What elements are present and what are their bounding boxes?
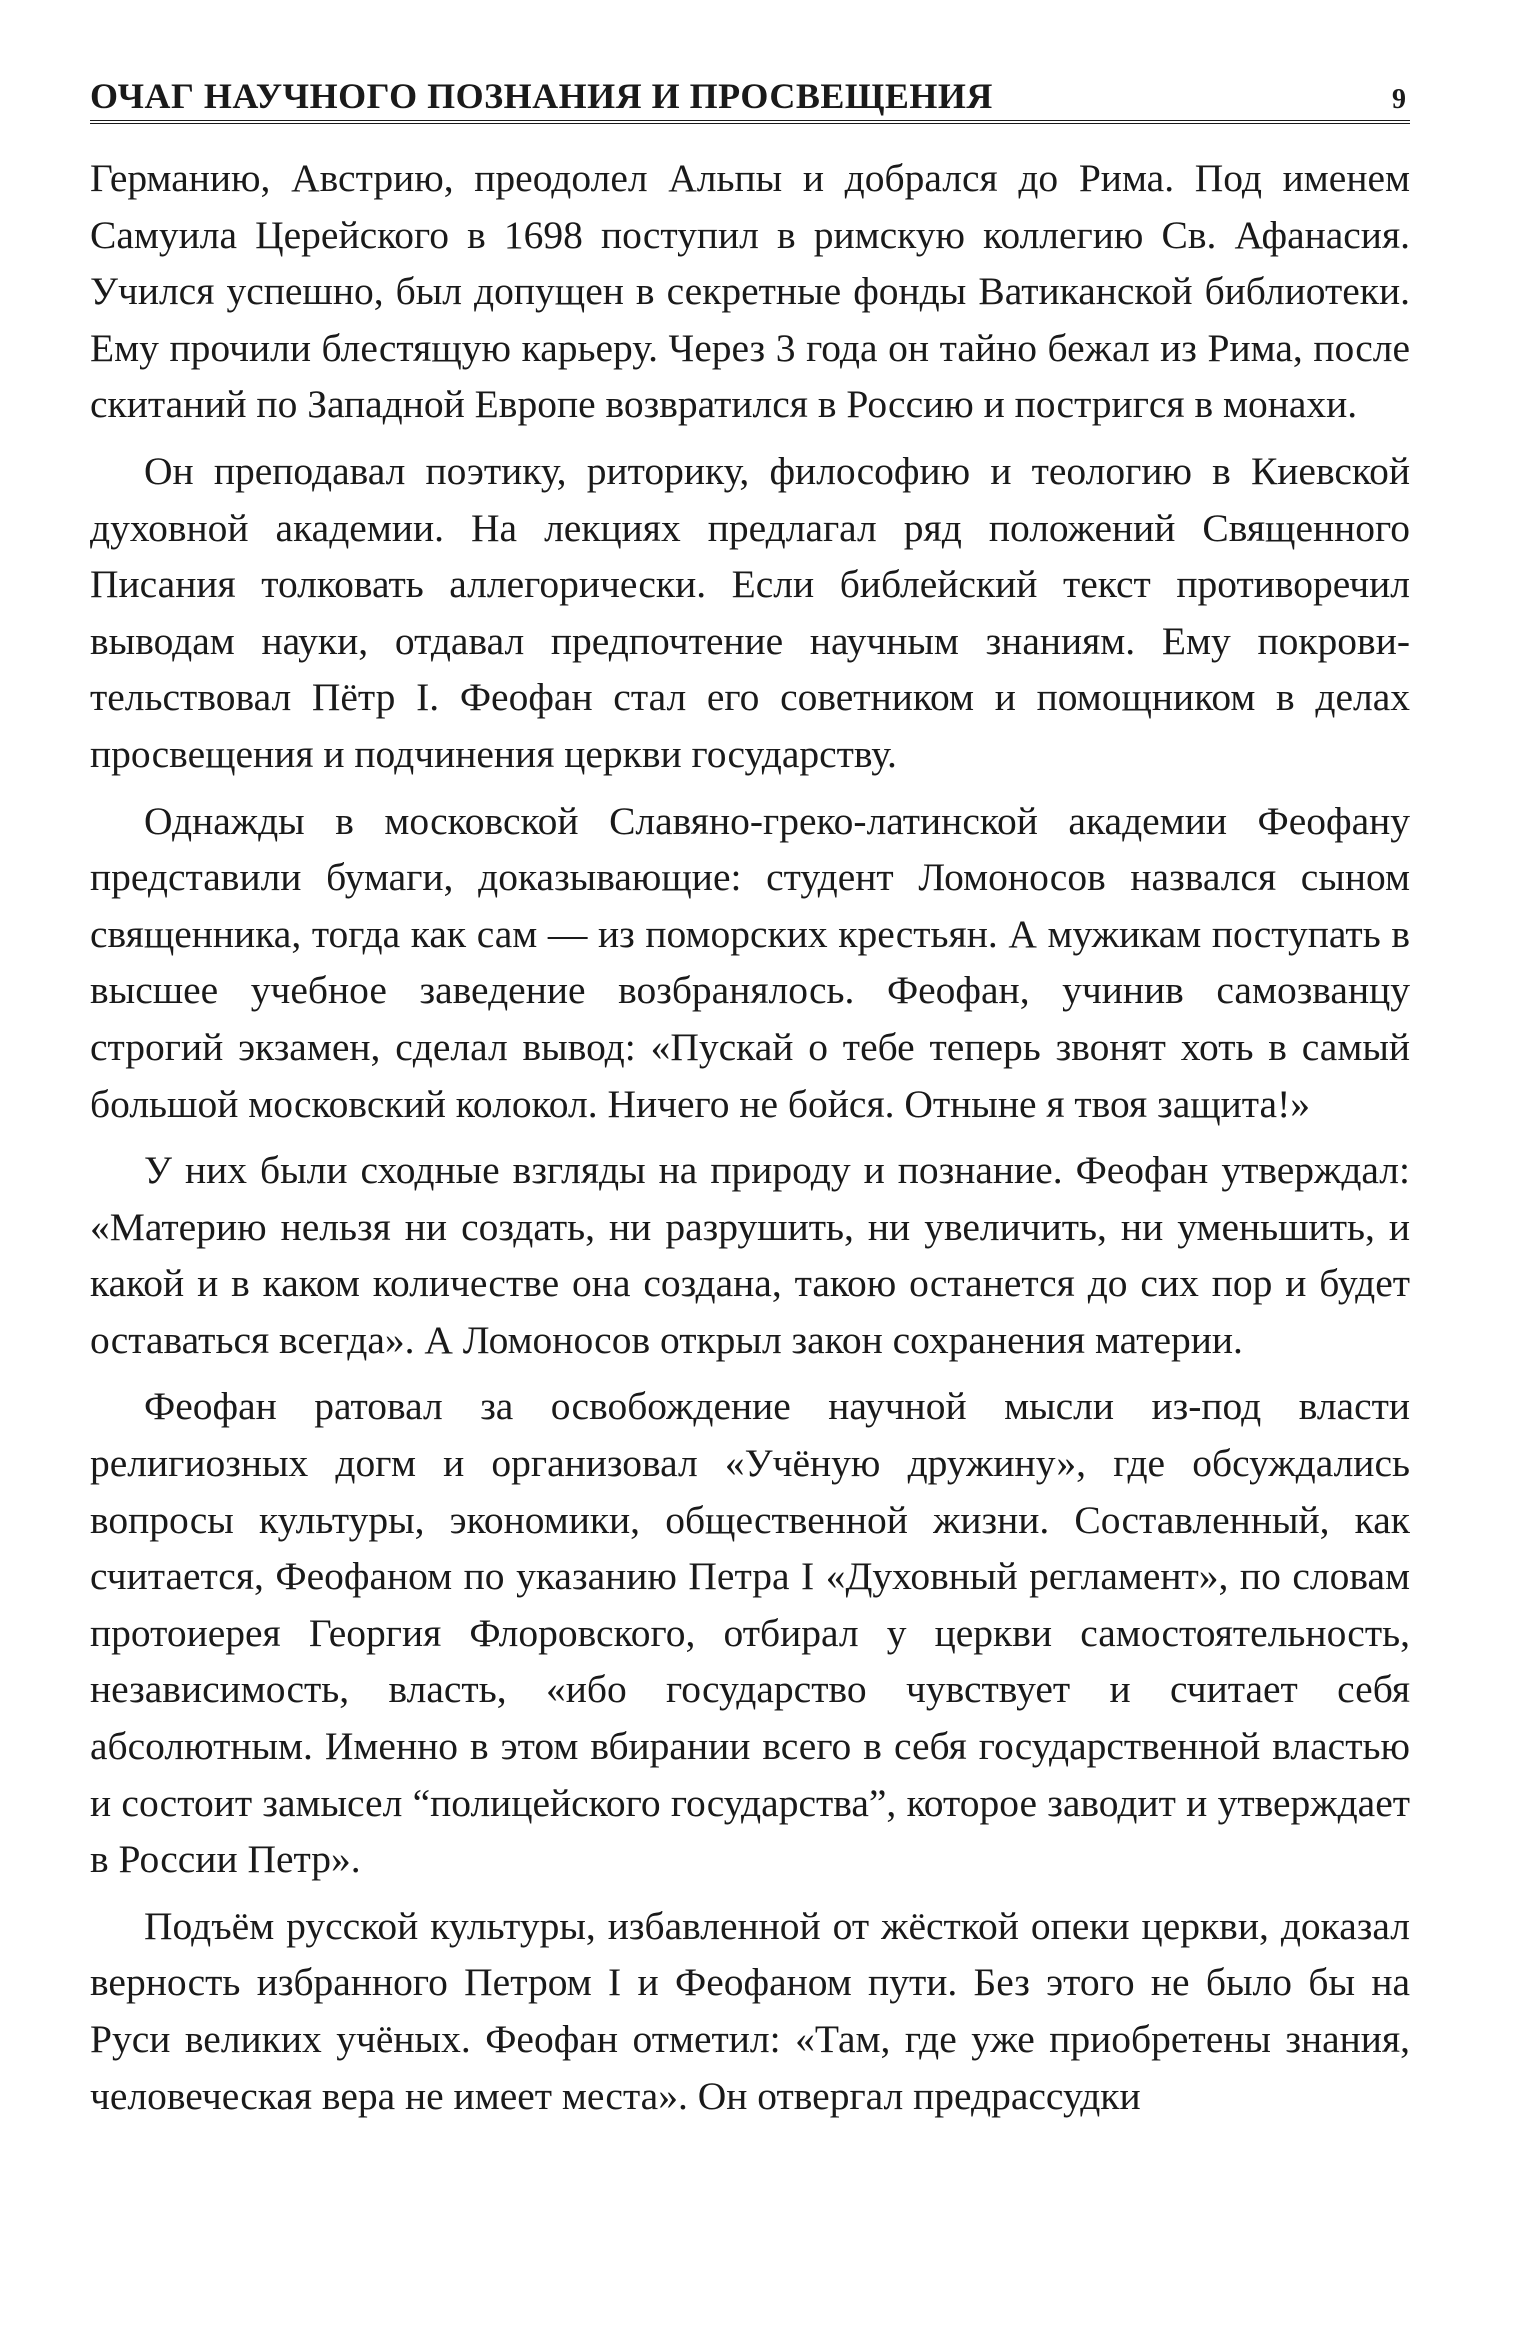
paragraph: Феофан ратовал за освобождение научной мысли из-под власти религиозных догм и организовал «Учёную дружину», где обсуждались вопросы культуры, экономики, общественной жизни. Составленный, как считается, Феофаном по указанию Петра I «Духовный регламент», по словам протоиерея Георгия Флоровского, отбирал у церкви самостоятельность, независимость, власть, «ибо государство чувствует и считает себя абсолютным. Именно в этом вбирании всего в себя государственной властью и состоит замысел “полицейского государства”, которое заводит и утверждает в России Петр».: [90, 1384, 1410, 1882]
paragraph: Он преподавал поэтику, риторику, философию и теологию в Киевской духовной академии. На лекциях предлагал ряд положений Священного Писания толковать аллегорически. Если библейский текст противоречил выводам науки, отдавал предпочтение научным знаниям. Ему покровительствовал Пётр I. Феофан стал его советником и помощником в делах просвещения и подчинения церкви государству.: [90, 448, 1410, 776]
book-page: [90, 62, 1410, 2124]
paragraph: Подъём русской культуры, избавленной от жёсткой опеки церкви, доказал верность избранного Петром I и Феофаном пути. Без этого не было бы на Руси великих учёных. Феофан отметил: «Там, где уже приобретены знания, человеческая вера не имеет места». Он отвергал предрассудки: [90, 1903, 1410, 2118]
running-header: [90, 62, 1410, 124]
paragraph-continued: Германию, Австрию, преодолел Альпы и добрался до Рима. Под именем Самуила Церейского в 1698 поступил в римскую коллегию Св. Афанасия. Учился успешно, был допущен в секретные фонды Ватиканской библиотеки. Ему прочили блестящую карьеру. Через 3 года он тайно бежал из Рима, после скитаний по Западной Европе возвратился в Россию и постригся в монахи.: [90, 156, 1410, 427]
page-number: 9: [1392, 84, 1406, 115]
body-text: [90, 150, 1410, 2124]
paragraph: Однажды в московской Славяно-греко-латинской академии Феофану представили бумаги, доказывающие: студент Ломоносов назвался сыном священника, тогда как сам — из поморских крестьян. А мужикам поступать в высшее учебное заведение возбранялось. Феофан, учинив самозванцу строгий экзамен, сделал вывод: «Пускай о тебе теперь звонят хоть в самый большой московский колокол. Ничего не бойся. Отныне я твоя защита!»: [90, 798, 1410, 1126]
paragraph: У них были сходные взгляды на природу и познание. Феофан утверждал: «Материю нельзя ни создать, ни разрушить, ни увеличить, ни уменьшить, и какой и в каком количестве она создана, такою останется до сих пор и будет оставаться всегда». А Ломоносов открыл закон сохранения материи.: [90, 1148, 1410, 1362]
chapter-title: ОЧАГ НАУЧНОГО ПОЗНАНИЯ И ПРОСВЕЩЕНИЯ: [90, 76, 993, 116]
